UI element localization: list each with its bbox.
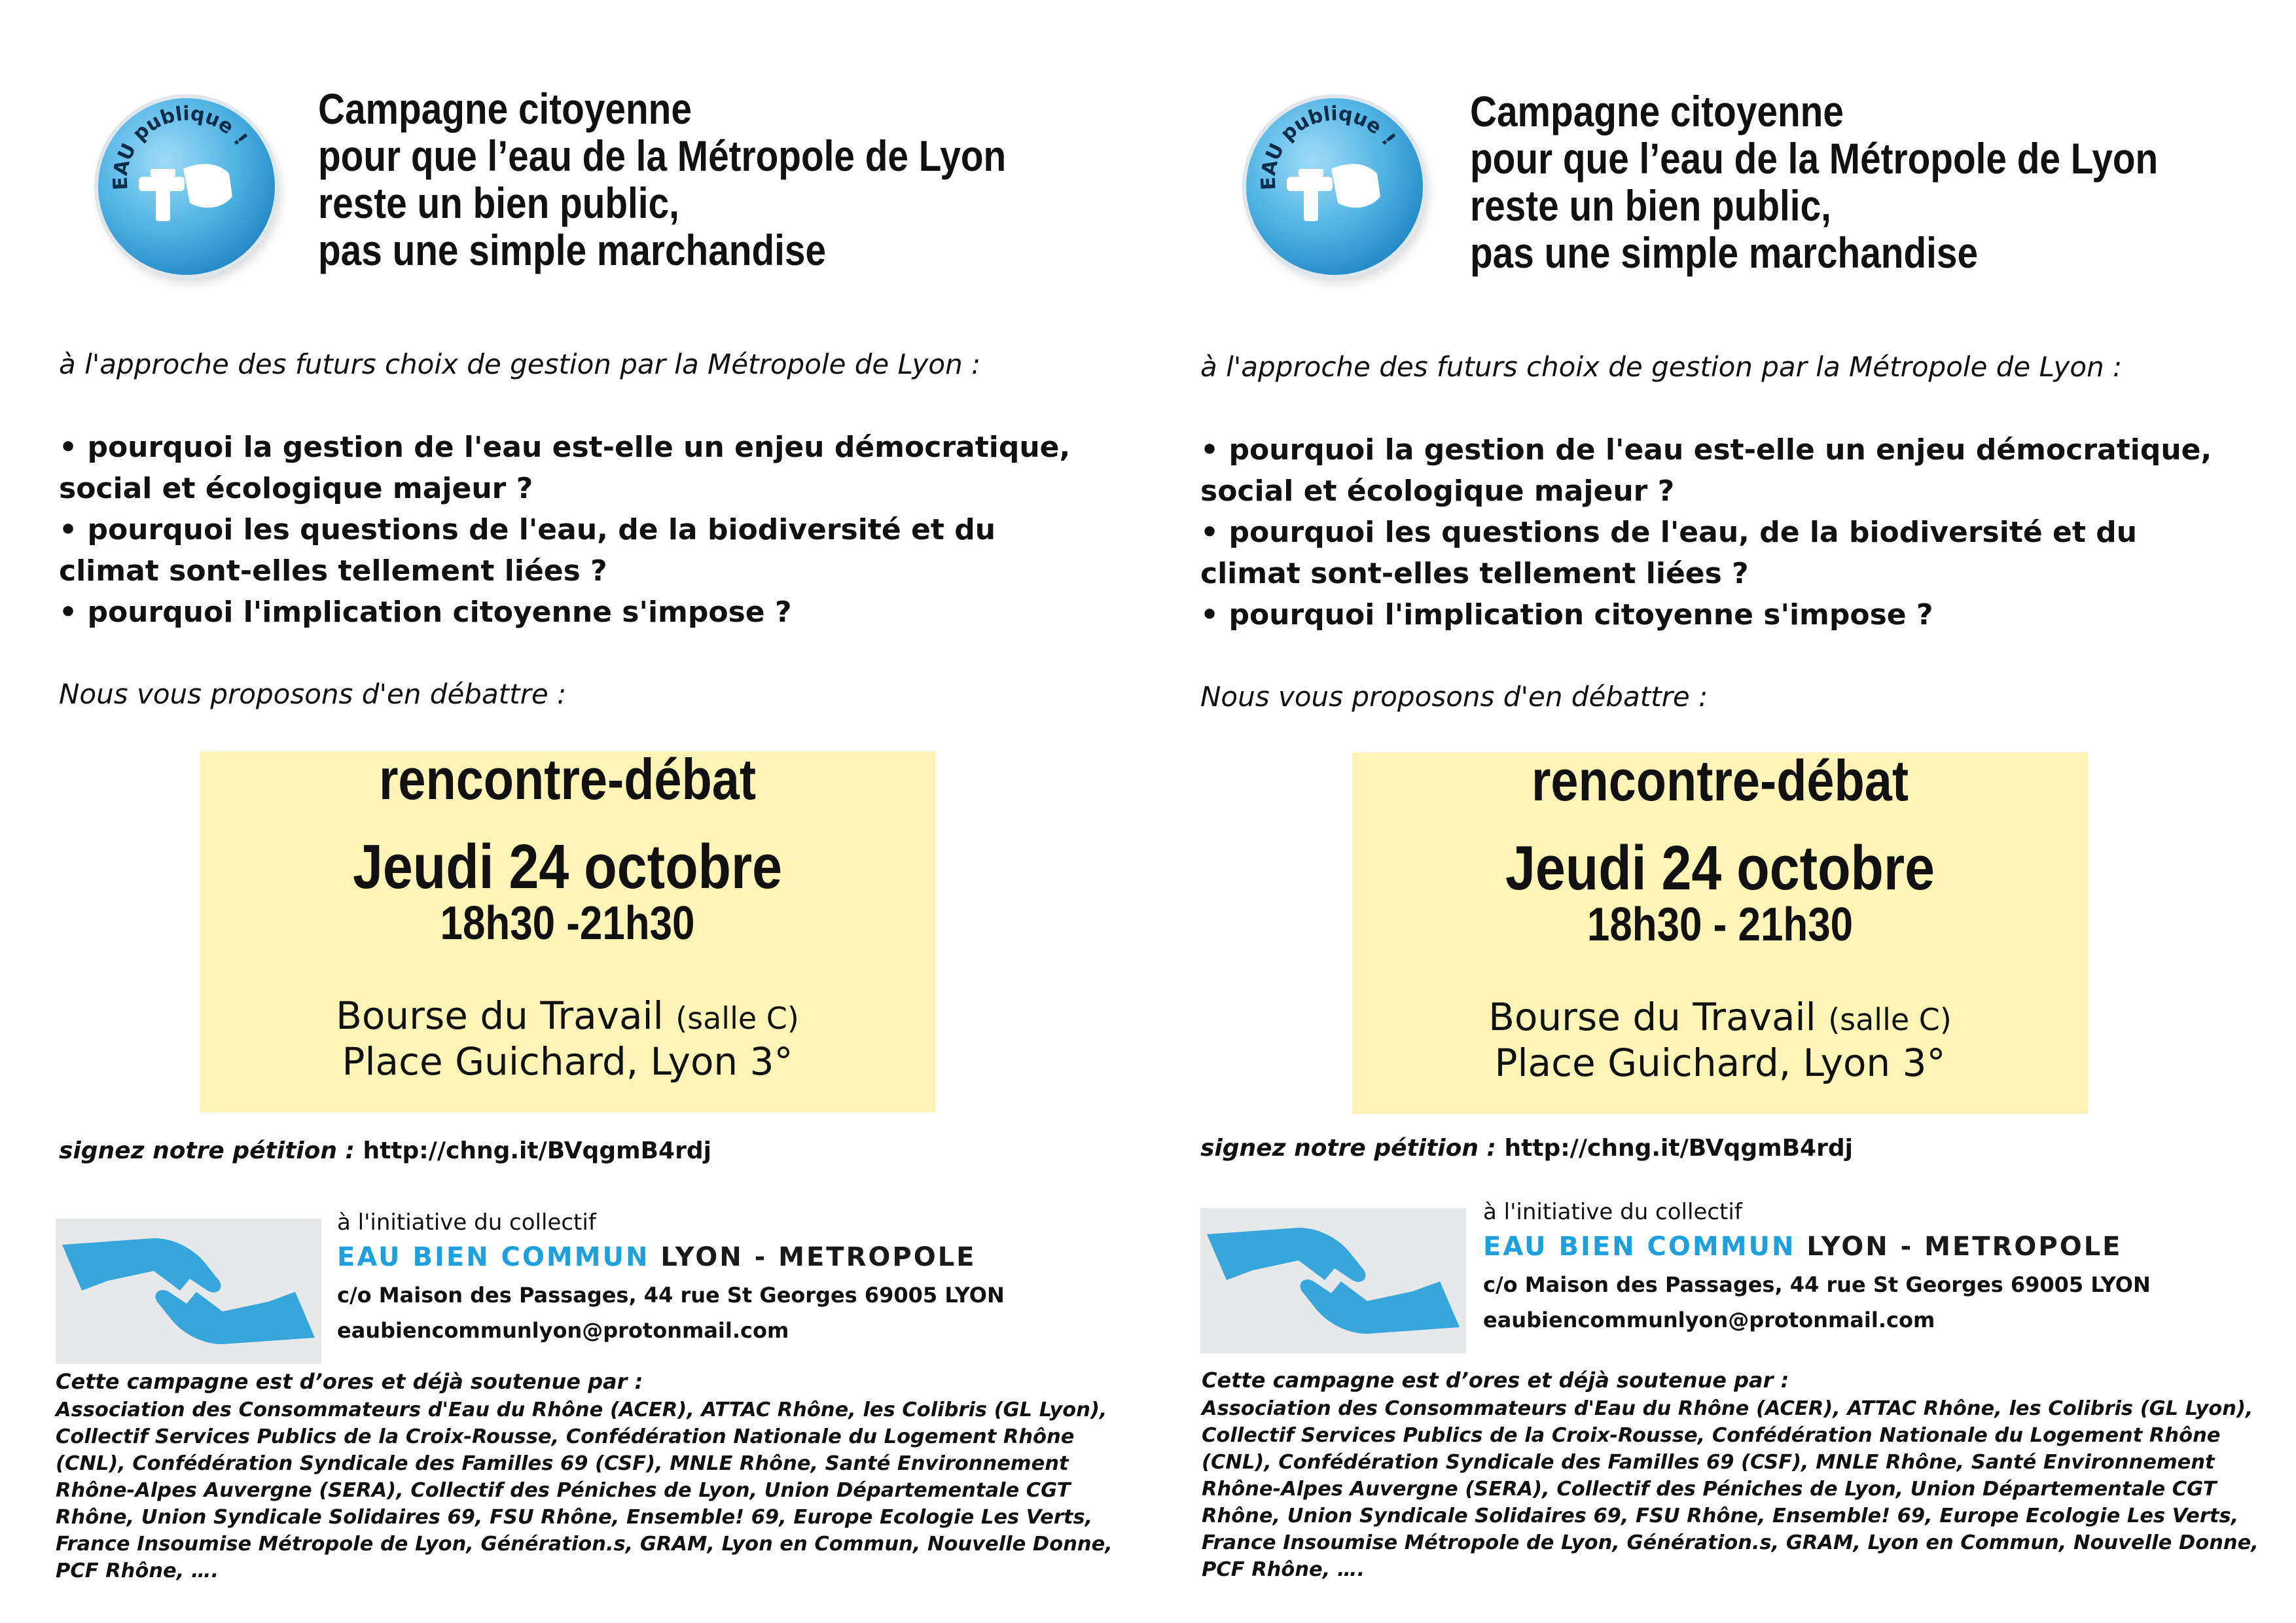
question-item: • pourquoi la gestion de l'eau est-elle un enjeu démocratique, social et écologique majeur ? — [1200, 433, 2212, 508]
event-box — [200, 747, 935, 1113]
question-item: • pourquoi l'implication citoyenne s'impose ? — [59, 596, 792, 629]
support-title: Cette campagne est d’ores et déjà soutenue par : — [1202, 1368, 1789, 1393]
event-box — [1352, 748, 2088, 1114]
event-date: Jeudi 24 octobre — [352, 832, 783, 902]
hands-logo-icon — [1200, 1208, 1466, 1353]
svg-text:EAU publique !: EAU publique ! — [1257, 102, 1401, 191]
event-time: 18h30 -21h30 — [440, 897, 695, 950]
event-time: 18h30 - 21h30 — [1587, 899, 1854, 951]
initiative-text: à l'initiative du collectif — [337, 1209, 596, 1236]
proposons-text: Nous vous proposons d'en débattre : — [1200, 681, 1708, 713]
event-type: rencontre-débat — [378, 747, 757, 812]
svg-text:EAU publique !: EAU publique ! — [109, 102, 253, 191]
petition-link[interactable]: http://chng.it/BVqgmB4rdj — [1504, 1135, 1853, 1162]
collectif-name: EAU BIEN COMMUN LYON - METROPOLE — [1483, 1232, 2123, 1262]
question-item: • pourquoi les questions de l'eau, de la biodiversité et du climat sont-elles tellement liées ? — [1200, 516, 2138, 590]
collectif-address: c/o Maison des Passages, 44 rue St Georges 69005 LYON — [337, 1283, 1005, 1308]
petition-line: signez notre pétition : http://chng.it/BVqgmB4rdj — [59, 1137, 711, 1164]
collectif-email[interactable]: eaubiencommunlyon@protonmail.com — [1483, 1308, 1935, 1332]
event-venue: Bourse du Travail (salle C) — [336, 993, 799, 1038]
supporters-list: Association des Consommateurs d'Eau du Rhône (ACER), ATTAC Rhône, les Colibris (GL Lyon), Collectif Services Publics de la Croix-Rousse, Confédération Nationale du Logement Rhône (CNL), Confédération Syndicale des Familles 69 (CSF), MNLE Rhône, Santé Environnement Rhône-Alpes Auvergne (SERA), Collectif des Péniches de Lyon, Union Départementale CGT Rhône, Union Syndicale Solidaires 69, FSU Rhône, Ensemble! 69, Europe Ecologie Les Verts, France Insoumise Métropole de Lyon, Génération.s, GRAM, Lyon en Commun, Nouvelle Donne, PCF Rhône, …. — [1202, 1397, 2259, 1581]
questions-list — [59, 427, 1093, 633]
support-title: Cette campagne est d’ores et déjà soutenue par : — [56, 1369, 643, 1394]
intro-text: à l'approche des futurs choix de gestion par la Métropole de Lyon : — [1200, 351, 2123, 383]
event-address: Place Guichard, Lyon 3° — [342, 1039, 793, 1084]
supporters-list: Association des Consommateurs d'Eau du Rhône (ACER), ATTAC Rhône, les Colibris (GL Lyon), Collectif Services Publics de la Croix-Rousse, Confédération Nationale du Logement Rhône (CNL), Confédération Syndicale des Familles 69 (CSF), MNLE Rhône, Santé Environnement Rhône-Alpes Auvergne (SERA), Collectif des Péniches de Lyon, Union Départementale CGT Rhône, Union Syndicale Solidaires 69, FSU Rhône, Ensemble! 69, Europe Ecologie Les Verts, France Insoumise Métropole de Lyon, Génération.s, GRAM, Lyon en Commun, Nouvelle Donne, PCF Rhône, …. — [56, 1399, 1113, 1582]
collectif-address: c/o Maison des Passages, 44 rue St Georges 69005 LYON — [1483, 1272, 2151, 1297]
event-address: Place Guichard, Lyon 3° — [1494, 1041, 1946, 1085]
collectif-email[interactable]: eaubiencommunlyon@protonmail.com — [337, 1318, 789, 1343]
collectif-name: EAU BIEN COMMUN LYON - METROPOLE — [337, 1242, 977, 1272]
question-item: • pourquoi les questions de l'eau, de la biodiversité et du climat sont-elles tellement liées ? — [59, 513, 996, 588]
question-item: • pourquoi l'implication citoyenne s'impose ? — [1200, 598, 1933, 632]
campaign-title: Campagne citoyenne pour que l’eau de la Métropole de Lyon reste un bien public, pas une simple marchandise — [318, 84, 1007, 274]
questions-list — [1200, 429, 2234, 635]
proposons-text: Nous vous proposons d'en débattre : — [59, 678, 567, 710]
initiative-text: à l'initiative du collectif — [1483, 1199, 1742, 1225]
flyer-right — [1148, 0, 2296, 1623]
event-venue: Bourse du Travail (salle C) — [1488, 995, 1952, 1039]
question-item: • pourquoi la gestion de l'eau est-elle un enjeu démocratique, social et écologique majeur ? — [59, 431, 1071, 505]
hands-logo-icon — [56, 1219, 321, 1364]
event-type: rencontre-débat — [1531, 748, 1909, 813]
event-date: Jeudi 24 octobre — [1505, 833, 1935, 903]
eau-publique-badge-icon — [1246, 98, 1423, 275]
eau-publique-badge-icon — [98, 98, 275, 275]
intro-text: à l'approche des futurs choix de gestion par la Métropole de Lyon : — [59, 348, 981, 380]
campaign-title: Campagne citoyenne pour que l’eau de la Métropole de Lyon reste un bien public, pas une simple marchandise — [1470, 87, 2159, 277]
petition-link[interactable]: http://chng.it/BVqgmB4rdj — [363, 1137, 711, 1164]
petition-line: signez notre pétition : http://chng.it/BVqgmB4rdj — [1200, 1135, 1853, 1162]
